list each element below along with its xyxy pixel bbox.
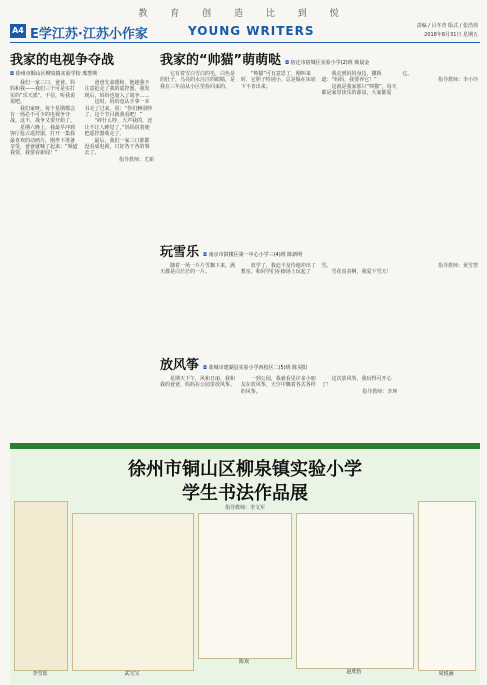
teacher-note: 指导教师：尤新 — [118, 156, 154, 163]
byline-text: 徐州市铜山区柳泉镇实验学校 邢慧瑛 — [15, 71, 98, 77]
article-body — [10, 80, 154, 430]
calligraphy-work — [418, 501, 476, 671]
paragraph: “砰什么吵，大声我的，还让不让人睡觉了，”妈妈说着便把遥控器收走了。 — [84, 118, 153, 138]
student-name: 赵欣怡 — [346, 669, 362, 675]
paragraph: 雪花真美啊，我爱下雪天！ — [331, 269, 392, 276]
article-title: 放风筝 — [160, 358, 200, 373]
teacher-note: 指导教师：李坤 — [362, 388, 398, 395]
paragraph: 爸爸先来缓和，他趁我不注意抢走了我的遥控器。我发现后，妈妈也加入了战争…… — [84, 80, 150, 99]
paragraph: 这时，妈妈竟从手拿一本书走了过来，说：“你们俩别吵了，这个节目就我看吧！” — [84, 99, 153, 119]
calligraphy-work — [14, 501, 68, 671]
paragraph: 星期六晚上，我最早冲到客厅抢占遥控器，打开一集我最喜欢的动画片，刚坐下准备享受，爸爸就喊了起来：“频道我要，我要看新闻！” — [10, 124, 78, 157]
paragraph: 我走到妈妈身边，撒娇道：“妈妈，我要养它！” — [321, 71, 382, 84]
section-title-en: YOUNG WRITERS — [188, 24, 315, 38]
feature-teacher: 指导教师：李文军 — [224, 505, 265, 511]
article-byline: ◘ 宿迁市宿城区实验小学(2)班 韩晨金 — [285, 60, 370, 66]
student-name: 武宝宝 — [124, 671, 140, 677]
article-body — [160, 376, 478, 439]
slogan-text: 教 育 创 造 比 到 悦 — [138, 9, 349, 19]
article-byline: ◘ 盐城市建湖县实验小学西校区二(5)班 陈昊阳 — [203, 365, 308, 371]
article-snow-fun — [160, 241, 478, 351]
teacher-note: 指导教师：黄雪慧 — [437, 263, 478, 269]
paragraph: 这次放风筝，我玩得可开心了！ — [321, 376, 392, 389]
student-name: 周悦涵 — [438, 671, 454, 677]
byline-text: 宿迁市宿城区实验小学(2)班 韩晨金 — [290, 60, 370, 66]
calligraphy-work — [198, 513, 292, 659]
student-name: 李雪瑶 — [32, 671, 48, 677]
article-title: 我家的“帅猫”萌萌哒 — [160, 53, 282, 68]
calligraphy-feature — [10, 443, 480, 684]
calligraphy-work — [72, 513, 194, 671]
paragraph: 我们家呀，每个星期都会有一场必不可少的电视争夺战。这不，战争又要开始了。 — [10, 105, 76, 125]
article-handsome-cat — [160, 49, 478, 239]
paragraph: 这就是我家那只“帅猫”，每天都是家里快乐的源泉，大家都爱它。 — [321, 71, 413, 97]
paragraph: “帅猫”可有意思了，刚叫来时，它胆子特别小，总是躲在床底下不肯出来。 — [240, 71, 316, 90]
article-flying-kite — [160, 354, 478, 439]
article-title: 玩雪乐 — [160, 245, 200, 260]
feature-title-line2: 学生书法作品展 — [182, 483, 308, 504]
paragraph: 星期天下午，风和日丽，我和我的爸爸、妈妈在公园里放风筝。 — [160, 376, 236, 389]
paragraph: 一到公园，我就看见许多小朋友在放风筝，天空中飘着各式各样的风筝。 — [240, 376, 316, 395]
section-tag: A4 — [10, 24, 26, 38]
paragraph: 随着一场一片片雪飘下来，满天都是白茫茫的一片。 — [160, 263, 236, 276]
article-body — [160, 71, 478, 236]
article-byline: ◘ 徐州市铜山区柳泉镇实验学校 邢慧瑛 — [10, 71, 98, 77]
student-name: 陈欢 — [238, 659, 249, 665]
calligraphy-work — [296, 513, 414, 669]
feature-title-line1: 徐州市铜山区柳泉镇实验小学 — [128, 459, 362, 480]
paragraph: 它有着雪白雪白的毛，白色是的肚子，乌亮的水汪汪的眼睛，是我在三年前从小区里捡回来的。 — [160, 71, 236, 90]
paragraph: 放学了，我迫不及待地冲出了教室，和同学们在操场上玩起了雪。 — [240, 263, 332, 276]
paragraph: 我们一家三口，爸爸、妈妈和我——我们三个可是实打实的“乐天派”。不信，听我说说吧。 — [10, 80, 76, 106]
byline-text: 盐城市建湖县实验小学西校区二(5)班 陈昊阳 — [208, 365, 308, 371]
article-electronic-war — [10, 49, 154, 439]
teacher-note: 指导教师：李小玲 — [437, 77, 478, 84]
article-title: 我家的电视争夺战 — [10, 53, 115, 68]
article-body — [160, 263, 478, 351]
paragraph: 最后，我们一家三口谁都没看成电视，只好各干各的事去了。 — [84, 137, 150, 157]
article-byline: ◘ 南京市鼓楼区第一中心小学三(4)班 陈新明 — [203, 252, 303, 258]
section-header — [10, 20, 480, 43]
section-title: E学江苏·江苏小作家 — [30, 27, 148, 42]
editor-credit: 责编 / 吕冬青 版式 / 张浩伟 — [416, 23, 478, 29]
byline-text: 南京市鼓楼区第一中心小学三(4)班 陈新明 — [208, 252, 303, 258]
issue-date: 2018年8月31日 星期五 — [424, 32, 478, 38]
